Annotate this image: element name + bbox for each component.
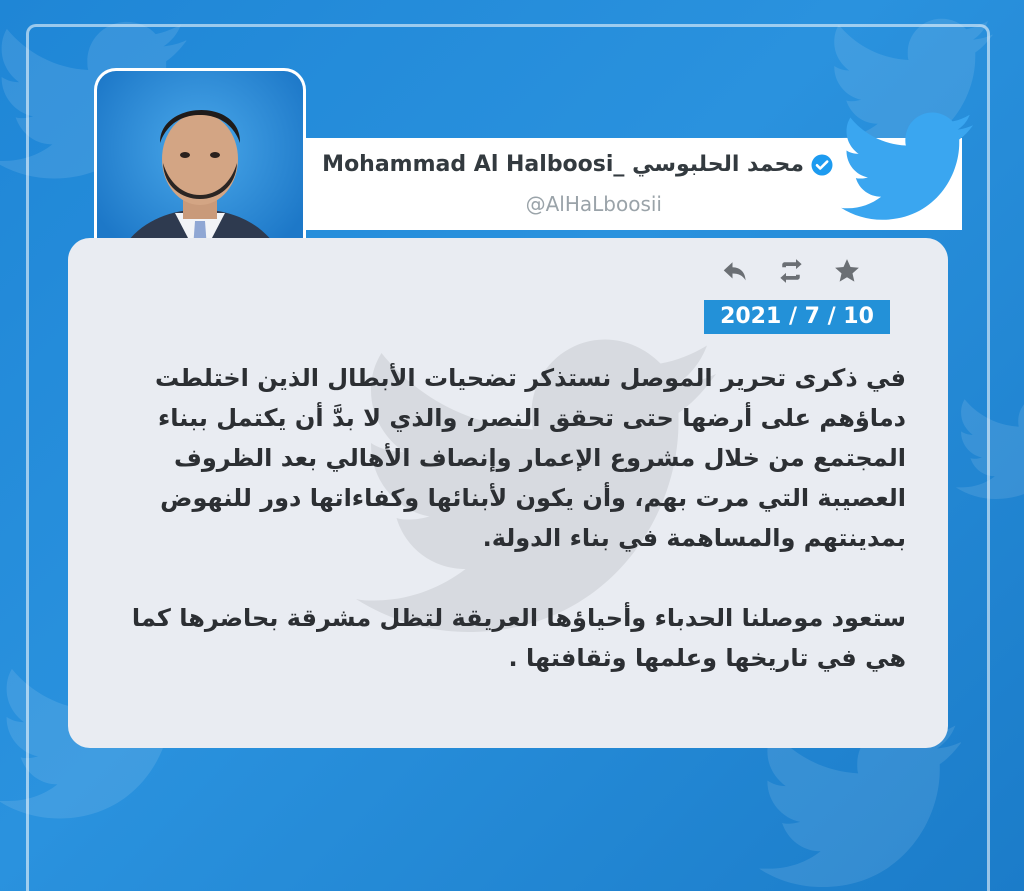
star-icon[interactable] — [832, 256, 862, 286]
retweet-icon[interactable] — [776, 256, 806, 286]
profile-name: Mohammad Al Halboosi_ محمد الحلبوسي — [322, 152, 804, 177]
tweet-text — [126, 358, 906, 678]
tweet-actions — [720, 256, 862, 286]
tweet-card — [68, 238, 948, 748]
profile-handle: @AlHaLboosii — [525, 192, 662, 216]
twitter-bird-icon — [836, 112, 978, 222]
tweet-date: 2021 / 7 / 10 — [704, 300, 890, 334]
verified-badge-icon — [810, 153, 834, 177]
tweet-paragraph-2: ستعود موصلنا الحدباء وأحياؤها العريقة لتظل مشرقة بحاضرها كما هي في تاريخها وعلمها وثقافتها . — [131, 604, 906, 672]
reply-icon[interactable] — [720, 256, 750, 286]
tweet-paragraph-1: في ذكرى تحرير الموصل نستذكر تضحيات الأبطال الذين اختلطت دماؤهم على أرضها حتى تحقق النصر، والذي لا بدَّ أن يكتمل ببناء المجتمع من خلال مشروع الإعمار وإنصاف الأهالي بعد الظروف العصيبة التي مرت بهم، وأن يكون لأبنائها وكفاءاتها دور للنهوض بمدينتهم والمساهمة في بناء الدولة. — [154, 364, 906, 552]
profile-name-row — [322, 152, 834, 177]
